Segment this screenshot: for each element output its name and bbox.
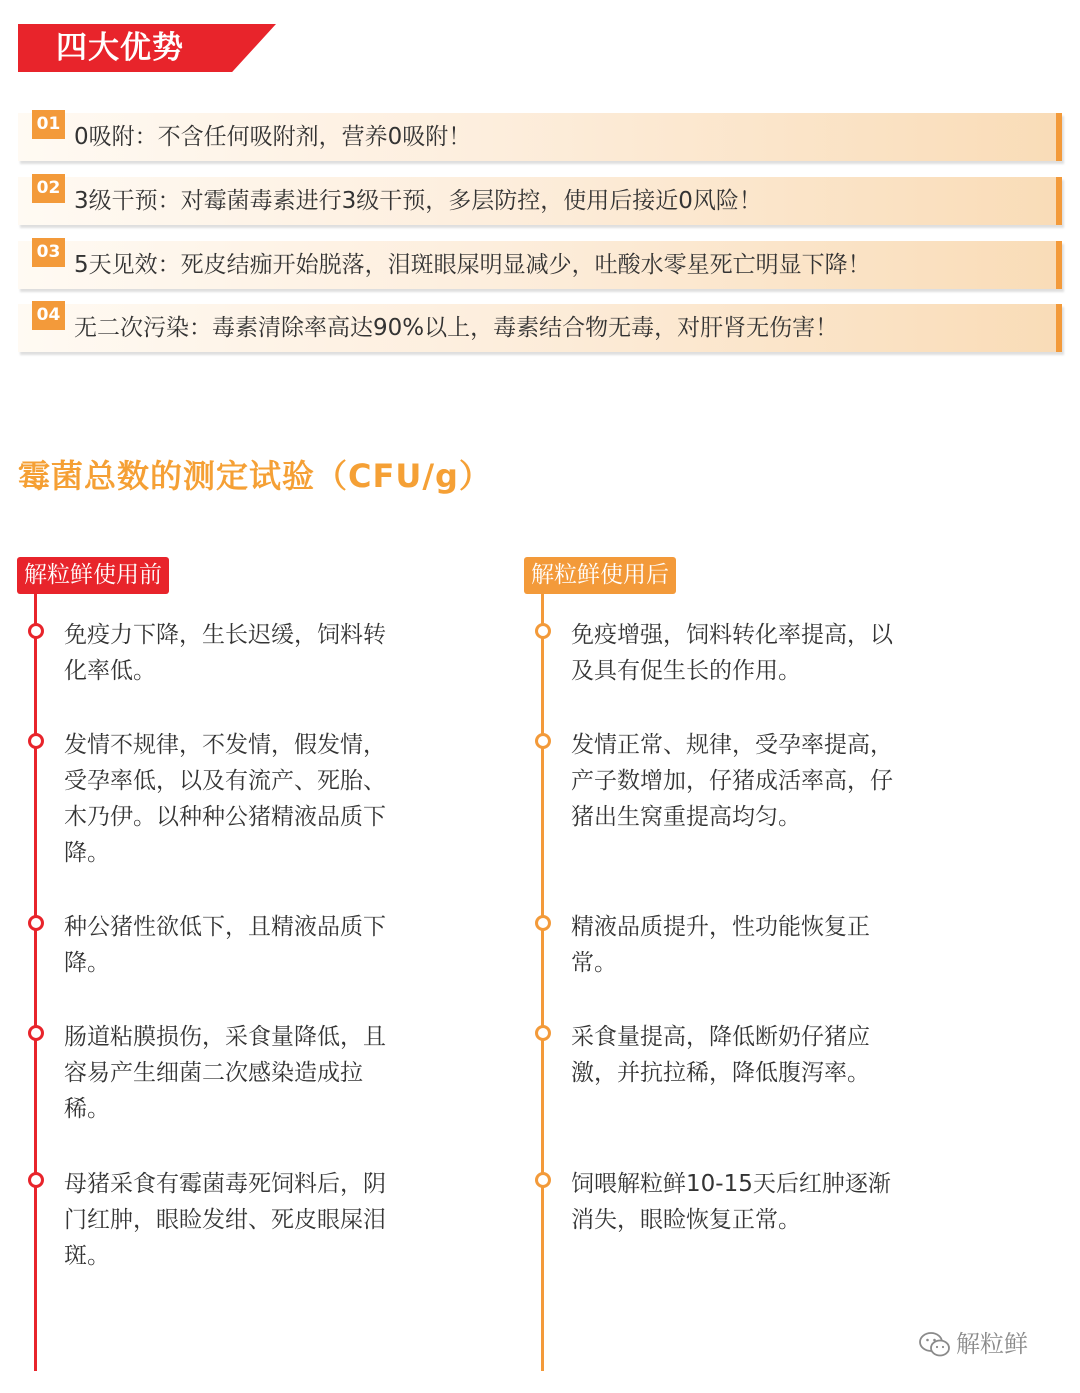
row-accent	[1056, 241, 1062, 289]
watermark	[918, 1326, 1028, 1362]
advantage-text: 无二次污染：毒素清除率高达90%以上，毒素结合物无毒，对肝肾无伤害！	[74, 315, 839, 341]
row-accent	[1056, 177, 1062, 225]
after-item-3: 精液品质提升，性功能恢复正常。	[571, 914, 870, 976]
after-label: 解粒鲜使用后	[524, 557, 676, 594]
before-item-2: 发情不规律，不发情，假发情，受孕率低，以及有流产、死胎、木乃伊。以种种公猪精液品质下降。	[64, 732, 386, 866]
advantage-text: 5天见效：死皮结痂开始脱落，泪斑眼屎明显减少，吐酸水零星死亡明显下降！	[74, 252, 871, 278]
advantage-text: 3级干预：对霉菌毒素进行3级干预，多层防控，使用后接近0风险！	[74, 188, 762, 214]
advantage-row-1	[18, 113, 1062, 161]
timeline-dot	[28, 1025, 44, 1041]
timeline-dot	[535, 1172, 551, 1188]
before-item-3: 种公猪性欲低下，且精液品质下降。	[64, 914, 386, 976]
timeline-dot	[535, 623, 551, 639]
after-item-1: 免疫增强，饲料转化率提高，以及具有促生长的作用。	[571, 622, 893, 684]
timeline-dot	[28, 915, 44, 931]
wechat-icon	[918, 1331, 952, 1359]
timeline-dot	[28, 1172, 44, 1188]
after-item-4: 采食量提高，降低断奶仔猪应激，并抗拉稀，降低腹泻率。	[571, 1024, 870, 1086]
timeline-dot	[535, 915, 551, 931]
advantage-number: 01	[32, 110, 65, 139]
row-accent	[1056, 113, 1062, 161]
before-item-1: 免疫力下降，生长迟缓，饲料转化率低。	[64, 622, 386, 684]
before-label: 解粒鲜使用前	[17, 557, 169, 594]
advantage-row-4	[18, 304, 1062, 352]
after-item-5: 饲喂解粒鲜10-15天后红肿逐渐消失，眼睑恢复正常。	[571, 1171, 891, 1233]
before-item-5: 母猪采食有霉菌毒死饲料后，阴门红肿，眼睑发绀、死皮眼屎泪斑。	[64, 1171, 386, 1269]
timeline-dot	[28, 733, 44, 749]
header-title: 四大优势	[56, 30, 184, 66]
watermark-text: 解粒鲜	[956, 1330, 1028, 1358]
advantage-row-3	[18, 241, 1062, 289]
timeline-dot	[535, 1025, 551, 1041]
after-timeline-line	[541, 575, 544, 1371]
advantage-number: 02	[32, 174, 65, 203]
after-item-2: 发情正常、规律，受孕率提高，产子数增加，仔猪成活率高，仔猪出生窝重提高均匀。	[571, 732, 893, 830]
advantage-row-2	[18, 177, 1062, 225]
timeline-dot	[28, 623, 44, 639]
advantage-text: 0吸附：不含任何吸附剂，营养0吸附！	[74, 124, 472, 150]
before-item-4: 肠道粘膜损伤，采食量降低，且容易产生细菌二次感染造成拉稀。	[64, 1024, 386, 1122]
row-accent	[1056, 304, 1062, 352]
section-title: 霉菌总数的测定试验（CFU/g）	[18, 457, 492, 495]
before-timeline-line	[34, 575, 37, 1371]
timeline-dot	[535, 733, 551, 749]
advantage-number: 03	[32, 238, 65, 267]
advantage-number: 04	[32, 301, 65, 330]
